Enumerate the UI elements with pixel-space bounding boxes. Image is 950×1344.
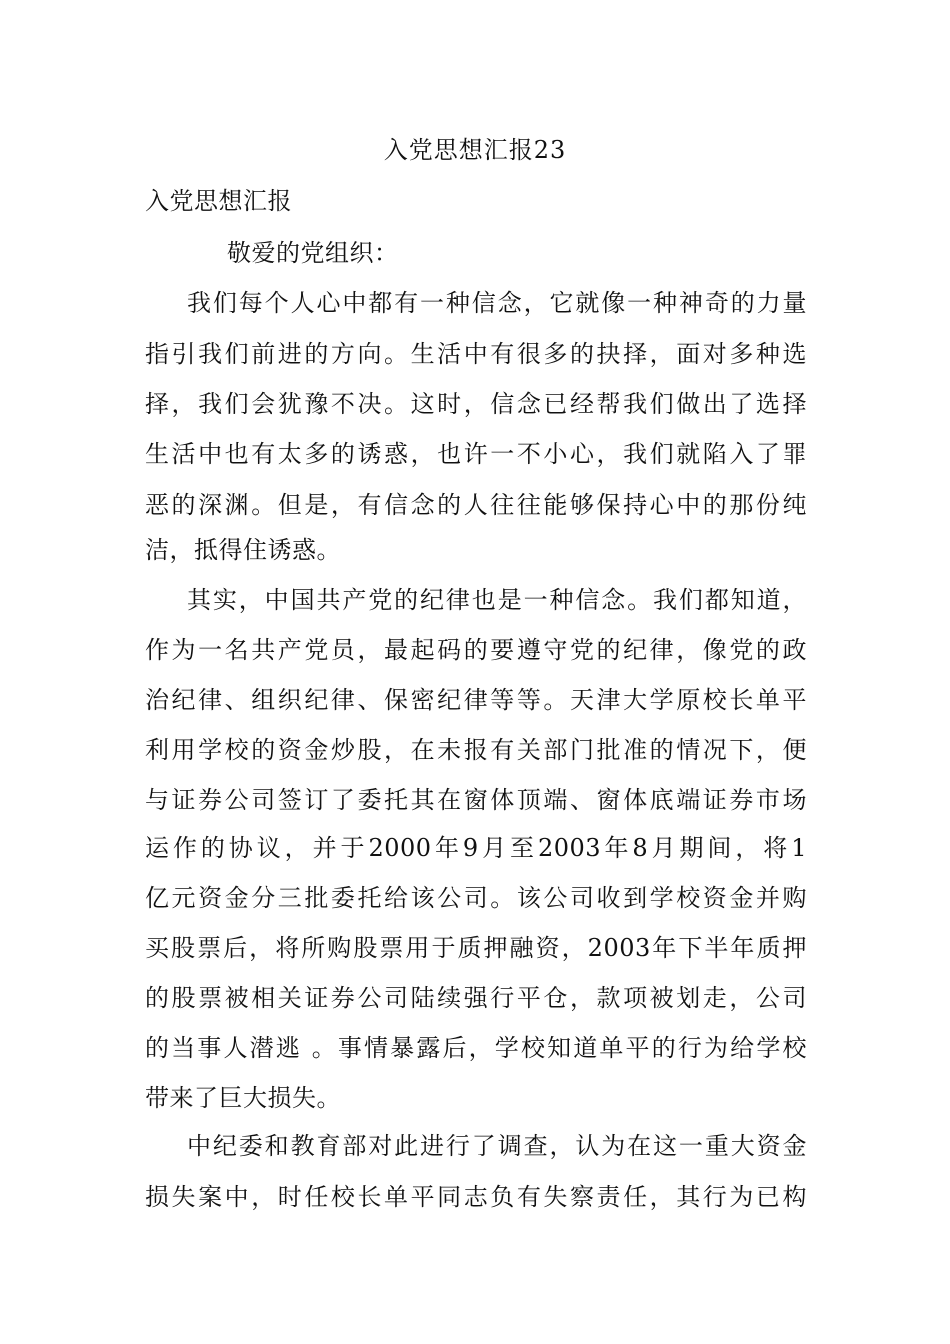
paragraph-line: 治纪律、组织纪律、保密纪律等等。天津大学原校长单平 xyxy=(145,686,807,714)
paragraph-line: 指引我们前进的方向。生活中有很多的抉择，面对多种选 xyxy=(145,340,807,368)
paragraph-line: 损失案中，时任校长单平同志负有失察责任，其行为已构 xyxy=(145,1183,807,1211)
paragraph-line: 洁，抵得住诱惑。 xyxy=(145,536,341,564)
paragraph-line: 带来了巨大损失。 xyxy=(145,1084,341,1112)
paragraph-line: 运作的协议，并于2000年9月至2003年8月期间，将1 xyxy=(145,834,807,862)
salutation: 敬爱的党组织： xyxy=(227,239,399,267)
paragraph-line: 其实，中国共产党的纪律也是一种信念。我们都知道， xyxy=(187,586,807,614)
paragraph-line: 恶的深渊。但是，有信念的人往往能够保持心中的那份纯 xyxy=(145,491,807,519)
paragraph-line: 生活中也有太多的诱惑，也许一不小心，我们就陷入了罪 xyxy=(145,440,807,468)
paragraph-line: 亿元资金分三批委托给该公司。该公司收到学校资金并购 xyxy=(145,884,807,912)
paragraph-line: 利用学校的资金炒股，在未报有关部门批准的情况下，便 xyxy=(145,736,807,764)
document-title: 入党思想汇报23 xyxy=(383,136,567,164)
document-subtitle: 入党思想汇报 xyxy=(145,187,292,215)
paragraph-line: 我们每个人心中都有一种信念，它就像一种神奇的力量 xyxy=(187,289,807,317)
paragraph-line: 的当事人潜逃 。事情暴露后，学校知道单平的行为给学校 xyxy=(145,1034,807,1062)
paragraph-line: 买股票后，将所购股票用于质押融资，2003年下半年质押 xyxy=(145,934,807,962)
paragraph-line: 的股票被相关证券公司陆续强行平仓，款项被划走，公司 xyxy=(145,984,807,1012)
paragraph-line: 择，我们会犹豫不决。这时，信念已经帮我们做出了选择 xyxy=(145,390,807,418)
paragraph-line: 中纪委和教育部对此进行了调查，认为在这一重大资金 xyxy=(187,1132,807,1160)
paragraph-line: 与证券公司签订了委托其在窗体顶端、窗体底端证券市场 xyxy=(145,786,807,814)
paragraph-line: 作为一名共产党员，最起码的要遵守党的纪律，像党的政 xyxy=(145,636,807,664)
